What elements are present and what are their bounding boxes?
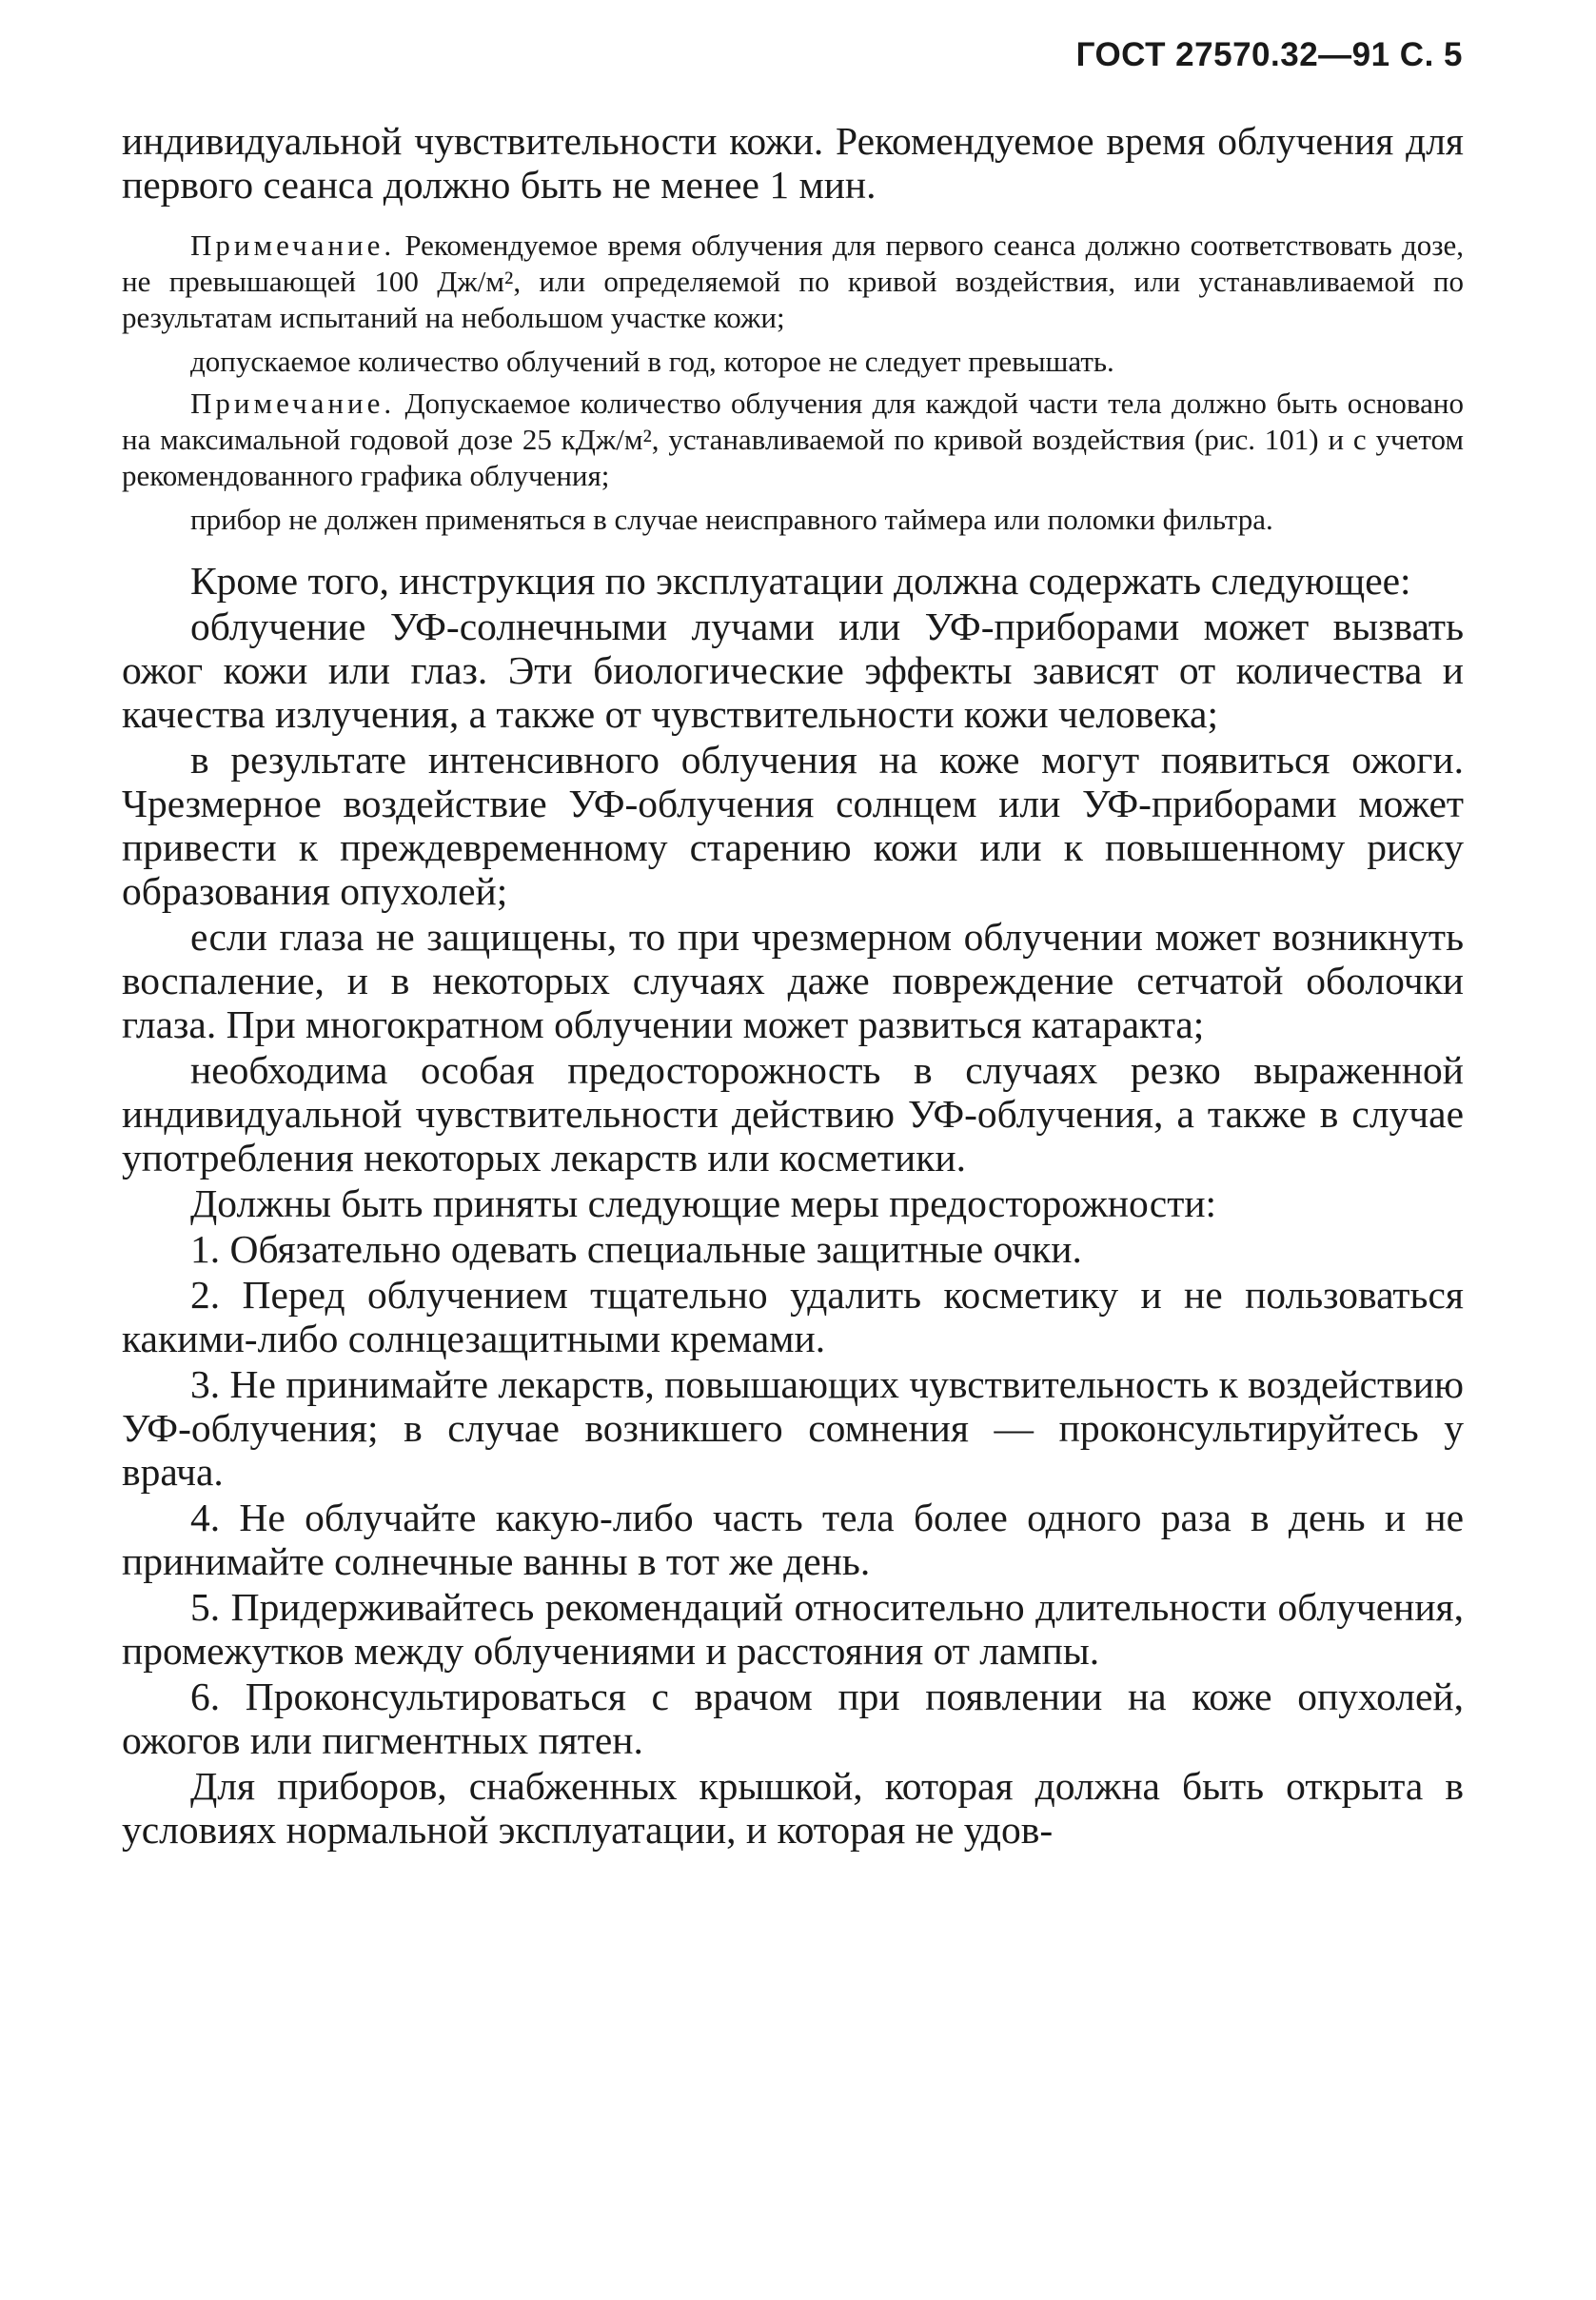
measure-5: 5. Придерживайтесь рекомендаций относительно длительности облучения, промежутков между облучениями и расстояния от лампы. bbox=[122, 1585, 1464, 1673]
measure-1: 1. Обязательно одевать специальные защитные очки. bbox=[190, 1227, 1082, 1271]
note-label: Примечание. bbox=[190, 387, 396, 420]
paragraph-eyes: если глаза не защищены, то при чрезмерном облучении может возникнуть воспаление, и в некоторых случаях даже повреждение сетчатой оболочки глаза. При многократном облучении может развиться катаракта; bbox=[122, 915, 1464, 1046]
note-text: Рекомендуемое время облучения для первого сеанса должно соответствовать дозе, не превышающей 100 Дж/м², или определяемой по кривой воздействия, или устанавливаемой по результатам испытаний на небольшом участке кожи; bbox=[122, 228, 1464, 334]
note-1 bbox=[122, 228, 1464, 336]
paragraph-burn: облучение УФ-солнечными лучами или УФ-приборами может вызвать ожог кожи или глаз. Эти биологические эффекты зависят от количества и качества излучения, а также от чувствительности кожи человека; bbox=[122, 605, 1464, 736]
page-content bbox=[122, 119, 1464, 1854]
page-header: ГОСТ 27570.32—91 С. 5 bbox=[1075, 36, 1463, 73]
item-timer: прибор не должен применяться в случае неисправного таймера или поломки фильтра. bbox=[190, 503, 1273, 536]
measure-3: 3. Не принимайте лекарств, повышающих чувствительность к воздействию УФ-облучения; в случае возникшего сомнения — проконсультируйтесь у врача. bbox=[122, 1362, 1464, 1494]
note-label: Примечание. bbox=[190, 228, 396, 262]
paragraph-measures: Должны быть приняты следующие меры предосторожности: bbox=[190, 1181, 1217, 1225]
measure-6: 6. Проконсультироваться с врачом при появлении на коже опухолей, ожогов или пигментных пятен. bbox=[122, 1675, 1464, 1762]
paragraph-intro: Кроме того, инструкция по эксплуатации должна содержать следующее: bbox=[190, 559, 1411, 603]
paragraph-aging: в результате интенсивного облучения на коже могут появиться ожоги. Чрезмерное воздействие УФ-облучения солнцем или УФ-приборами может привести к преждевременному старению кожи или к повышенному риску образования опухолей; bbox=[122, 738, 1464, 913]
measure-4: 4. Не облучайте какую-либо часть тела более одного раза в день и не принимайте солнечные ванны в тот же день. bbox=[122, 1496, 1464, 1583]
item-dose: допускаемое количество облучений в год, которое не следует превышать. bbox=[190, 345, 1114, 378]
paragraph-last: Для приборов, снабженных крышкой, которая должна быть открыта в условиях нормальной эксплуатации, и которая не удов- bbox=[122, 1764, 1464, 1852]
paragraph-continuation: индивидуальной чувствительности кожи. Рекомендуемое время облучения для первого сеанса должно быть не менее 1 мин. bbox=[122, 119, 1464, 207]
measure-2: 2. Перед облучением тщательно удалить косметику и не пользоваться какими-либо солнцезащитными кремами. bbox=[122, 1273, 1464, 1360]
note-text: Допускаемое количество облучения для каждой части тела должно быть основано на максимальной годовой дозе 25 кДж/м², устанавливаемой по кривой воздействия (рис. 101) и с учетом рекомендованного графика облучения; bbox=[122, 387, 1465, 492]
paragraph-caution: необходима особая предосторожность в случаях резко выраженной индивидуальной чувствительности действию УФ-облучения, а также в случае употребления некоторых лекарств или косметики. bbox=[122, 1048, 1464, 1180]
note-2 bbox=[122, 386, 1464, 494]
